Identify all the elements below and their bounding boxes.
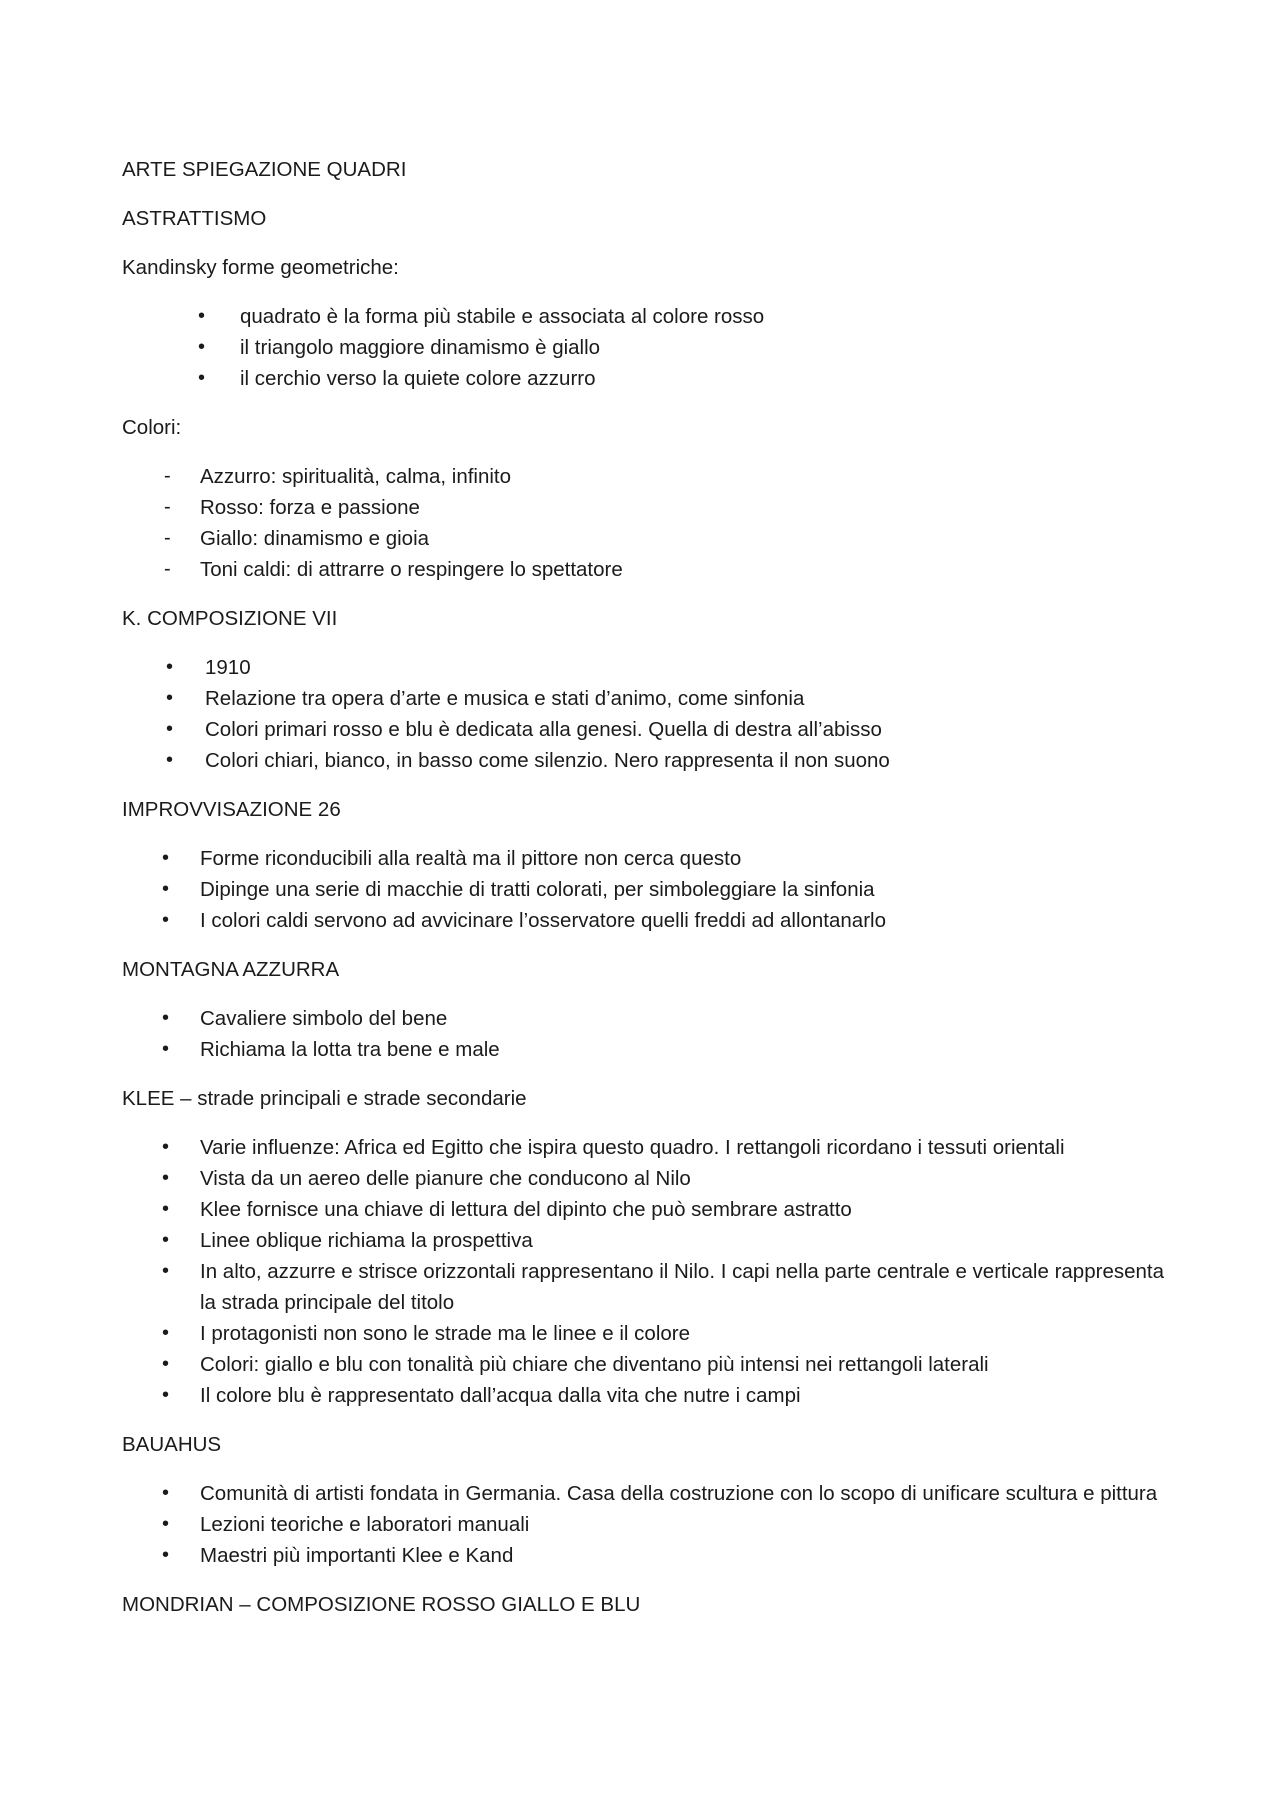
dash-icon: - [164,496,171,518]
bullet-icon: • [198,336,206,358]
list-item: • I colori caldi servono ad avvicinare l’osservatore quelli freddi ad allontanarlo [122,905,1172,936]
bullet-icon: • [162,1513,170,1535]
bullet-icon: • [162,1136,170,1158]
dash-icon: - [164,527,171,549]
bullet-icon: • [166,718,174,740]
bullet-icon: • [162,1353,170,1375]
section-heading-composizione: K. COMPOSIZIONE VII [122,607,338,630]
dash-icon: - [164,558,171,580]
section-heading-klee: KLEE – strade principali e strade secondarie [122,1087,527,1110]
colori-heading: Colori: [122,416,182,439]
list-item: • Relazione tra opera d’arte e musica e stati d’animo, come sinfonia [122,683,1172,714]
list-item: • I protagonisti non sono le strade ma le linee e il colore [122,1318,1172,1349]
list-item: • Il colore blu è rappresentato dall’acqua dalla vita che nutre i campi [122,1380,1172,1411]
list-item: - Azzurro: spiritualità, calma, infinito [122,461,1172,492]
dash-icon: - [164,465,171,487]
list-item: • Comunità di artisti fondata in Germania. Casa della costruzione con lo scopo di unificare scultura e pittura [122,1478,1172,1509]
section-heading-mondrian: MONDRIAN – COMPOSIZIONE ROSSO GIALLO E BLU [122,1593,641,1616]
bullet-icon: • [166,687,174,709]
klee-list [122,1132,1172,1411]
list-item: • Lezioni teoriche e laboratori manuali [122,1509,1172,1540]
document-body [122,154,1172,1638]
colori-list [122,461,1172,585]
list-item: • Maestri più importanti Klee e Kand [122,1540,1172,1571]
list-item: • Colori chiari, bianco, in basso come silenzio. Nero rappresenta il non suono [122,745,1172,776]
list-item: • Cavaliere simbolo del bene [122,1003,1172,1034]
list-item: • Forme riconducibili alla realtà ma il pittore non cerca questo [122,843,1172,874]
list-item: - Rosso: forza e passione [122,492,1172,523]
bullet-icon: • [198,367,206,389]
bullet-icon: • [166,749,174,771]
bullet-icon: • [198,305,206,327]
list-item: • Colori primari rosso e blu è dedicata alla genesi. Quella di destra all’abisso [122,714,1172,745]
bullet-icon: • [162,1229,170,1251]
improvvisazione-list [122,843,1172,936]
bullet-icon: • [162,1322,170,1344]
list-item: • quadrato è la forma più stabile e associata al colore rosso [122,301,1172,332]
bullet-icon: • [166,656,174,678]
bullet-icon: • [162,1167,170,1189]
bullet-icon: • [162,1482,170,1504]
bullet-icon: • [162,909,170,931]
bullet-icon: • [162,1544,170,1566]
list-item: • In alto, azzurre e strisce orizzontali rappresentano il Nilo. I capi nella parte centrale e verticale rappresenta la strada principale del titolo [122,1256,1172,1318]
kandinsky-intro: Kandinsky forme geometriche: [122,256,399,279]
list-item: • Vista da un aereo delle pianure che conducono al Nilo [122,1163,1172,1194]
list-item: - Giallo: dinamismo e gioia [122,523,1172,554]
list-item: • il cerchio verso la quiete colore azzurro [122,363,1172,394]
composizione-list [122,652,1172,776]
bauhaus-list [122,1478,1172,1571]
list-item: • il triangolo maggiore dinamismo è giallo [122,332,1172,363]
section-heading-astrattismo: ASTRATTISMO [122,207,267,230]
list-item: - Toni caldi: di attrarre o respingere lo spettatore [122,554,1172,585]
list-item: • Klee fornisce una chiave di lettura del dipinto che può sembrare astratto [122,1194,1172,1225]
bullet-icon: • [162,1260,170,1282]
list-item: • Colori: giallo e blu con tonalità più chiare che diventano più intensi nei rettangoli laterali [122,1349,1172,1380]
bullet-icon: • [162,847,170,869]
list-item: • Dipinge una serie di macchie di tratti colorati, per simboleggiare la sinfonia [122,874,1172,905]
list-item: • Varie influenze: Africa ed Egitto che ispira questo quadro. I rettangoli ricordano i tessuti orientali [122,1132,1172,1163]
list-item: • 1910 [122,652,1172,683]
document-title: ARTE SPIEGAZIONE QUADRI [122,158,407,181]
bullet-icon: • [162,1007,170,1029]
list-item: • Linee oblique richiama la prospettiva [122,1225,1172,1256]
list-item: • Richiama la lotta tra bene e male [122,1034,1172,1065]
bullet-icon: • [162,878,170,900]
montagna-list [122,1003,1172,1065]
section-heading-montagna: MONTAGNA AZZURRA [122,958,340,981]
forme-list [122,301,1172,394]
section-heading-bauhaus: BAUAHUS [122,1433,222,1456]
bullet-icon: • [162,1384,170,1406]
bullet-icon: • [162,1198,170,1220]
section-heading-improvvisazione: IMPROVVISAZIONE 26 [122,798,341,821]
bullet-icon: • [162,1038,170,1060]
